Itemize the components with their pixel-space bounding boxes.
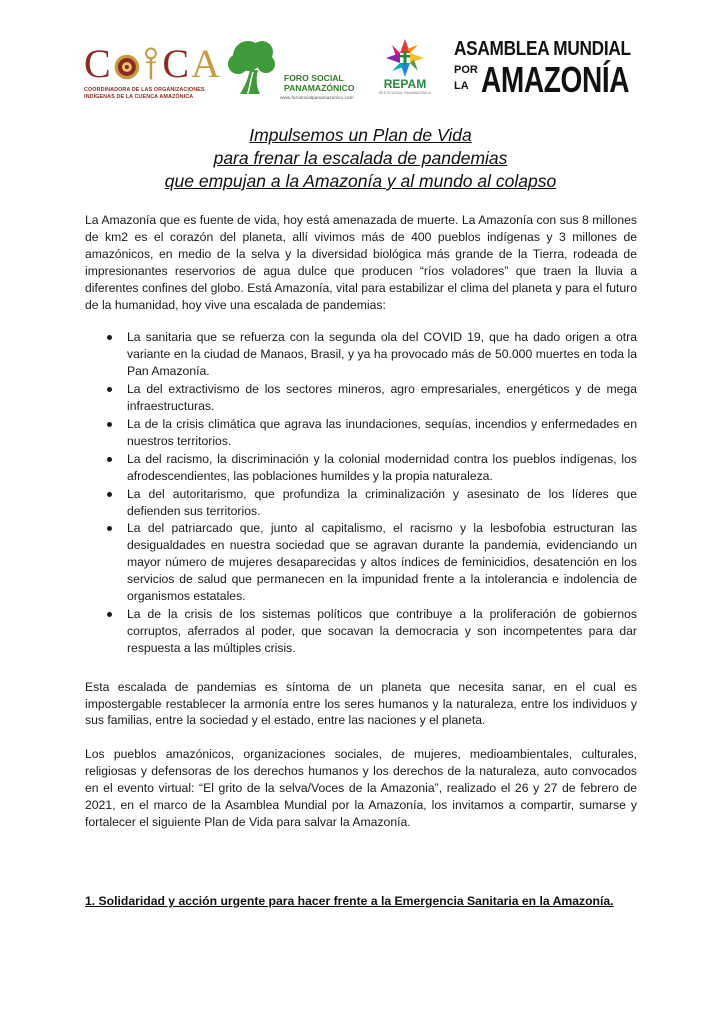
list-item: La de la crisis climática que agrava las inundaciones, sequías, incendios y enfermedades en nuestros territorios.	[127, 416, 637, 448]
list-item: La del patriarcado que, junto al capitalismo, el racismo y la lesbofobia estructuran las desigualdades en nuestra sociedad que se agravan durante la pandemia, evidenciando un mayor número de mujeres desaparecidas y altos índices de feminicidios, desatención en los servicios de salud que permanecen en la impunidad frente a la intolerancia e indolencia de organismos estatales.	[127, 521, 637, 604]
intro-paragraph: La Amazonía que es fuente de vida, hoy está amenazada de muerte. La Amazonía con sus 8 millones de km2 es el corazón del planeta, allí vivimos más de 400 pueblos indígenas y 3 millones de amazónicos, en medio de la selva y la diversidad biológica más grande de la Tierra, rodeada de impresionantes reservorios de agua dulce que producen “ríos voladores” que traen la lluvia a diferentes confines del globo. Está Amazonía, vital para estabilizar el clima del planeta y para el futuro de la humanidad, hoy vive una escalada de pandemias:	[85, 213, 637, 312]
list-item: La sanitaria que se refuerza con la segunda ola del COVID 19, que ha dado origen a otra variante en la ciudad de Manaos, Brasil, y ya ha provocado más de 50.000 muertes en toda la Pan Amazonía.	[127, 330, 637, 379]
asamblea-line2: POR	[454, 64, 478, 76]
coica-logo	[84, 38, 220, 104]
asamblea-line3: LA	[454, 80, 469, 92]
section-heading: 1. Solidaridad y acción urgente para hacer frente a la Emergencia Sanitaria en la Amazonía.	[85, 894, 614, 908]
foro-social-url: www.forosocialpanamazonico.com	[280, 96, 354, 101]
repam-tagline: RED ECLESIAL PANAMAZÓNICA	[378, 91, 431, 95]
asamblea-line1: ASAMBLEA MUNDIAL	[454, 38, 631, 60]
asamblea-mundial-logo	[454, 38, 634, 104]
body-paragraph: Los pueblos amazónicos, organizaciones sociales, de mujeres, medioambientales, culturales, religiosas y defensoras de los derechos humanos y los derechos de la naturaleza, auto convocados en el evento virtual: “El grito de la selva/Voces de la Amazonia”, realizado el 26 y 27 de febrero de 2021, en el marco de la Asamblea Mundial por la Amazonía, los invitamos a compartir, sumarse y fortalecer el siguiente Plan de Vida para salvar la Amazonía.	[85, 747, 637, 829]
document-body	[85, 212, 637, 831]
star-cross-icon	[385, 38, 425, 78]
repam-name: REPAM	[383, 77, 427, 91]
list-item: La del extractivismo de los sectores mineros, agro empresariales, energéticos y de mega infraestructuras.	[127, 382, 637, 414]
document-title	[0, 124, 721, 193]
body-paragraph: Esta escalada de pandemias es síntoma de un planeta que necesita sanar, en el cual es impostergable restablecer la armonía entre los seres humanos y la naturaleza, entre los individuos y sus familias, entre la sociedad y el estado, entre las naciones y el planeta.	[85, 679, 637, 728]
pandemics-list	[85, 329, 637, 656]
title-line: que empujan a la Amazonía y al mundo al colapso	[164, 171, 557, 191]
staff-figure-icon	[142, 44, 160, 84]
asamblea-big-word: AMAZONÍA	[481, 59, 630, 100]
foro-social-logo	[226, 38, 366, 104]
list-item: La del racismo, la discriminación y la colonial modernidad contra los pueblos indígenas, los afrodescendientes, las poblaciones humildes y la propia naturaleza.	[127, 451, 637, 483]
repam-logo	[376, 38, 434, 104]
list-item: La del autoritarismo, que profundiza la criminalización y asesinato de los líderes que defienden sus territorios.	[127, 486, 637, 518]
foro-social-name: FORO SOCIAL PANAMAZÓNICO	[284, 73, 355, 93]
title-line: para frenar la escalada de pandemias	[213, 148, 508, 168]
title-line: Impulsemos un Plan de Vida	[249, 125, 472, 145]
logo-header	[0, 38, 721, 108]
list-item: La de la crisis de los sistemas políticos que contribuye a la proliferación de gobiernos corruptos, aferrados al poder, que socavan la democracia y son incompetentes para dar respuesta a las múltiples crisis.	[127, 606, 637, 655]
coica-tagline: COORDINADORA DE LAS ORGANIZACIONES INDÍGENAS DE LA CUENCA AMAZÓNICA	[84, 87, 205, 100]
tree-head-icon	[226, 38, 286, 100]
coica-wordmark: C C A	[84, 41, 220, 86]
sun-emblem-icon	[113, 50, 141, 84]
